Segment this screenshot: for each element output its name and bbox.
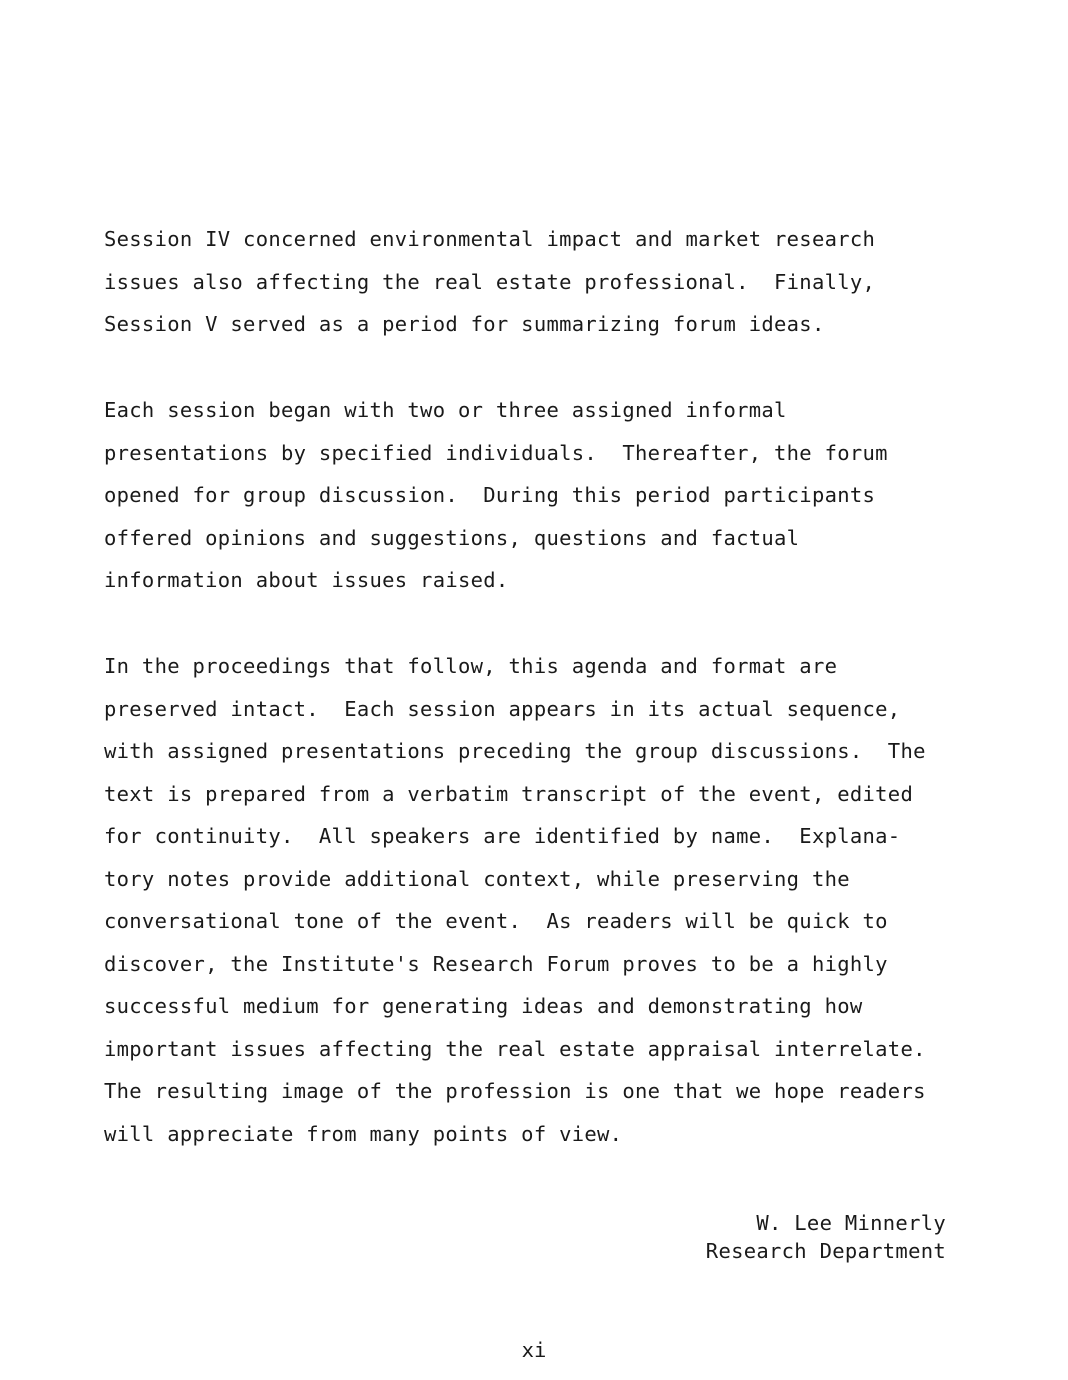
text-line: will appreciate from many points of view. [104, 1121, 623, 1146]
text-line: important issues affecting the real estate appraisal interrelate. [104, 1036, 926, 1061]
text-line: with assigned presentations preceding the group discussions. The [104, 739, 926, 763]
text-line: information about issues raised. [104, 568, 509, 592]
page-number: xi [521, 1338, 547, 1362]
paragraph-session-format [104, 389, 964, 602]
text-line: offered opinions and suggestions, questions and factual [104, 525, 800, 550]
text-line: In the proceedings that follow, this agenda and format are [104, 654, 838, 678]
text-line: presentations by specified individuals. Thereafter, the forum [104, 440, 888, 465]
text-line: Session IV concerned environmental impact and market research [104, 227, 876, 251]
signature-block [706, 1209, 946, 1265]
text-line: conversational tone of the event. As readers will be quick to [104, 909, 888, 933]
text-line: Each session began with two or three assigned informal [104, 398, 787, 422]
paragraph-proceedings [104, 645, 964, 1155]
text-line: discover, the Institute's Research Forum proves to be a highly [104, 951, 888, 976]
signature-name: W. Lee Minnerly [756, 1211, 946, 1235]
text-line: opened for group discussion. During this period participants [104, 483, 876, 507]
text-line: Session V served as a period for summarizing forum ideas. [104, 312, 825, 336]
text-line: issues also affecting the real estate professional. Finally, [104, 269, 876, 294]
text-line: for continuity. All speakers are identified by name. Explana- [104, 824, 901, 848]
paragraph-session-summary [104, 218, 964, 346]
signature-department: Research Department [705, 1239, 946, 1263]
text-line: preserved intact. Each session appears in its actual sequence, [104, 696, 901, 721]
text-line: tory notes provide additional context, while preserving the [104, 866, 850, 891]
text-line: successful medium for generating ideas and demonstrating how [104, 994, 863, 1018]
text-line: The resulting image of the profession is one that we hope readers [104, 1079, 926, 1103]
text-line: text is prepared from a verbatim transcript of the event, edited [104, 781, 914, 806]
